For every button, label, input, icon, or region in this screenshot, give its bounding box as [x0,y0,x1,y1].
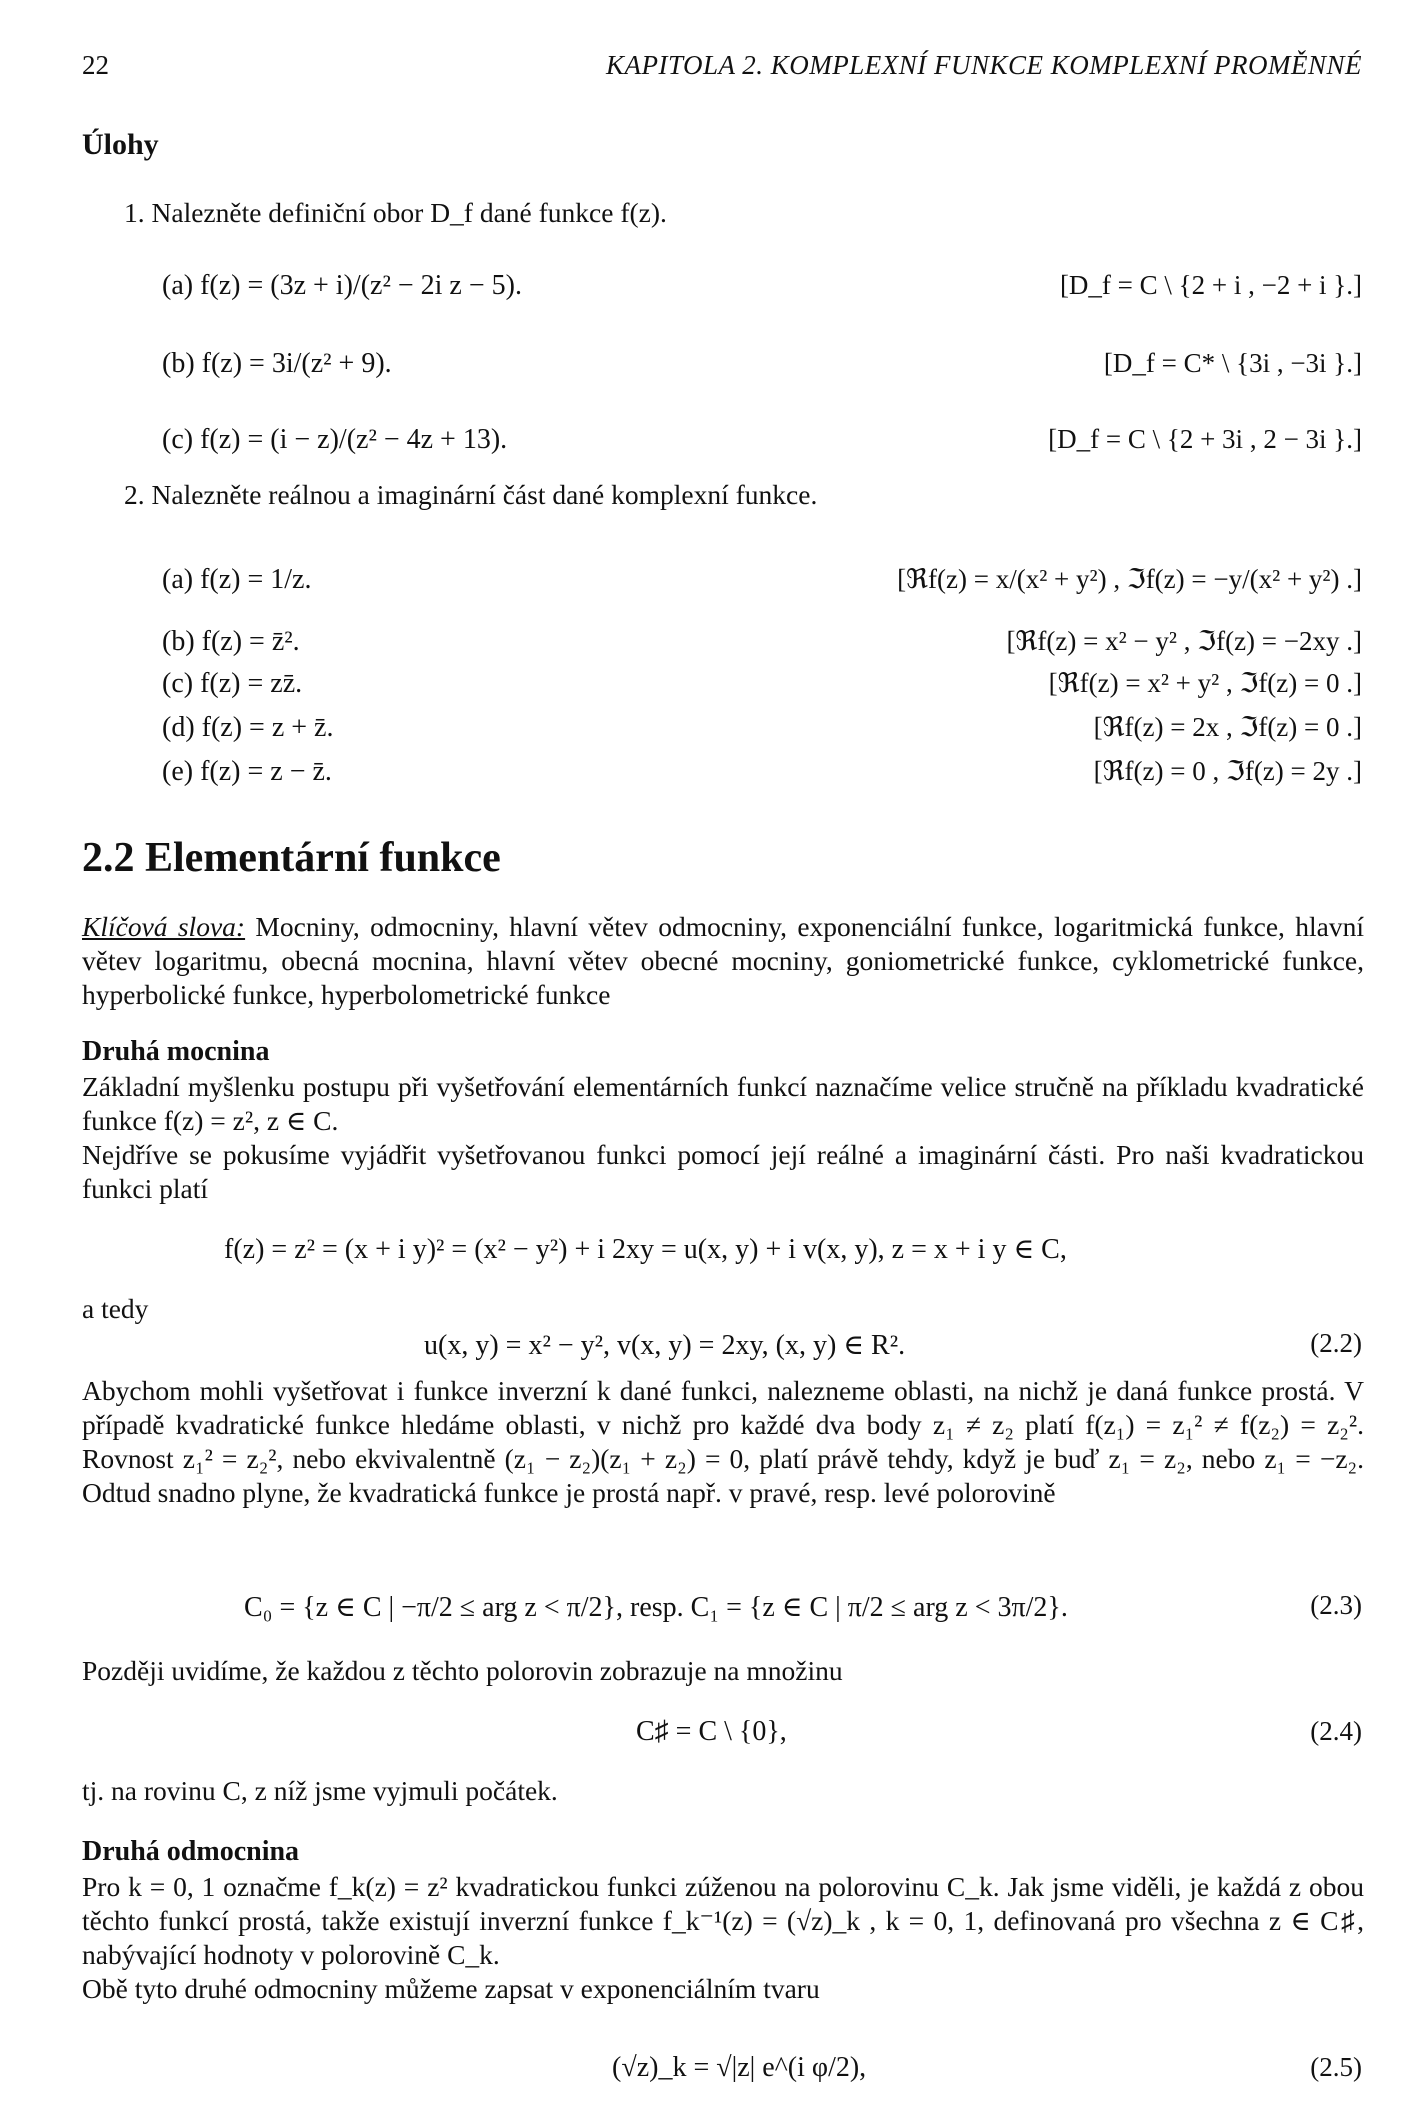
paragraph-mocnina-1: Základní myšlenku postupu při vyšetřování elementárních funkcí naznačíme velice stručně na příkladu kvadratické funkce f(z) = z², z ∈ C. [82,1071,1364,1136]
equation-2-4: C♯ = C \ {0}, [636,1716,787,1747]
equation-2-2: u(x, y) = x² − y², v(x, y) = 2xy, (x, y) ∈ R². [424,1330,906,1361]
task-1b: (b) f(z) = 3i/(z² + 9). [162,348,392,379]
task-2e-answer: [ℜf(z) = 0 , ℑf(z) = 2y .] [1093,756,1362,786]
paragraph-mocnina-2: Nejdříve se pokusíme vyjádřit vyšetřovanou funkci pomocí její reálné a imaginární části. Pro naši kvadratickou funkci platí [82,1139,1364,1204]
keywords-text: Mocniny, odmocniny, hlavní větev odmocniny, exponenciální funkce, logaritmická funkce, hlavní větev logaritmu, obecná mocnina, hlavní větev obecné mocniny, goniometrické funkce, cyklometrické funkce, hyperbolické funkce, hyperbolometrické funkce [82,911,1364,1010]
task-1c: (c) f(z) = (i − z)/(z² − 4z + 13). [162,424,508,455]
exercises-heading: Úlohy [82,128,159,161]
equation-2-3-number: (2.3) [1310,1590,1362,1620]
task-2b: (b) f(z) = z̄². [162,626,300,657]
task-2a: (a) f(z) = 1/z. [162,564,312,595]
text-a-tedy: a tedy [82,1293,149,1324]
keywords-label: Klíčová slova: [82,911,246,942]
task-2c: (c) f(z) = zz̄. [162,668,303,699]
paragraph-mocnina-4: Později uvidíme, že každou z těchto polorovin zobrazuje na množinu [82,1655,843,1686]
task-1b-answer: [D_f = C* \ {3i , −3i }.] [1103,348,1362,378]
keywords-paragraph [82,910,1364,1012]
equation-2-5-number: (2.5) [1310,2052,1362,2082]
equation-2-5: (√z)_k = √|z| e^(i φ/2), [612,2052,867,2083]
paragraph-odmocnina-1: Pro k = 0, 1 označme f_k(z) = z² kvadratickou funkci zúženou na polorovinu C_k. Jak jsme viděli, je každá z obou těchto funkcí prostá, takže existují inverzní funkce f_k⁻¹(z) = (√z)_k , k = 0, 1, definovaná pro všechna z ∈ C♯, nabývající hodnoty v polorovině C_k. [82,1871,1364,1970]
equation-main: f(z) = z² = (x + i y)² = (x² − y²) + i 2xy = u(x, y) + i v(x, y), z = x + i y ∈ C, [224,1234,1067,1265]
task-2e: (e) f(z) = z − z̄. [162,756,332,787]
equation-2-2-number: (2.2) [1310,1328,1362,1358]
paragraph-odmocnina-2: Obě tyto druhé odmocniny můžeme zapsat v exponenciálním tvaru [82,1973,820,2004]
equation-2-3: C₀ = {z ∈ C | −π/2 ≤ arg z < π/2}, resp. C₁ = {z ∈ C | π/2 ≤ arg z < 3π/2}. [244,1592,1068,1623]
subsection-druha-mocnina: Druhá mocnina [82,1036,270,1067]
paragraph-mocnina-3: Abychom mohli vyšetřovat i funkce inverzní k dané funkci, nalezneme oblasti, na nichž je daná funkce prostá. V případě kvadratické funkce hledáme oblasti, v nichž pro každé dva body z₁ ≠ z₂ platí f(z₁) = z₁² ≠ f(z₂) = z₂². Rovnost z₁² = z₂², nebo ekvivalentně (z₁ − z₂)(z₁ + z₂) = 0, platí právě tehdy, když je buď z₁ = z₂, nebo z₁ = −z₂. Odtud snadno plyne, že kvadratická funkce je prostá např. v pravé, resp. levé polorovině [82,1375,1364,1508]
running-title: KAPITOLA 2. KOMPLEXNÍ FUNKCE KOMPLEXNÍ PROMĚNNÉ [605,50,1362,80]
subsection-druha-odmocnina: Druhá odmocnina [82,1836,300,1867]
task-2d-answer: [ℜf(z) = 2x , ℑf(z) = 0 .] [1093,712,1362,742]
task-2a-answer: [ℜf(z) = x/(x² + y²) , ℑf(z) = −y/(x² + y²) .] [897,564,1362,594]
page-number: 22 [82,50,109,80]
task-2-text: 2. Nalezněte reálnou a imaginární část dané komplexní funkce. [124,479,818,510]
task-1-text: 1. Nalezněte definiční obor D_f dané funkce f(z). [124,197,667,228]
equation-2-4-number: (2.4) [1310,1716,1362,1746]
paragraph-mocnina-5: tj. na rovinu C, z níž jsme vyjmuli počátek. [82,1775,558,1806]
task-2b-answer: [ℜf(z) = x² − y² , ℑf(z) = −2xy .] [1006,626,1362,656]
task-1a: (a) f(z) = (3z + i)/(z² − 2i z − 5). [162,270,522,301]
task-2c-answer: [ℜf(z) = x² + y² , ℑf(z) = 0 .] [1048,668,1362,698]
task-1c-answer: [D_f = C \ {2 + 3i , 2 − 3i }.] [1048,424,1362,454]
task-2d: (d) f(z) = z + z̄. [162,712,334,743]
section-title: 2.2 Elementární funkce [82,835,501,881]
task-1a-answer: [D_f = C \ {2 + i , −2 + i }.] [1059,270,1362,300]
